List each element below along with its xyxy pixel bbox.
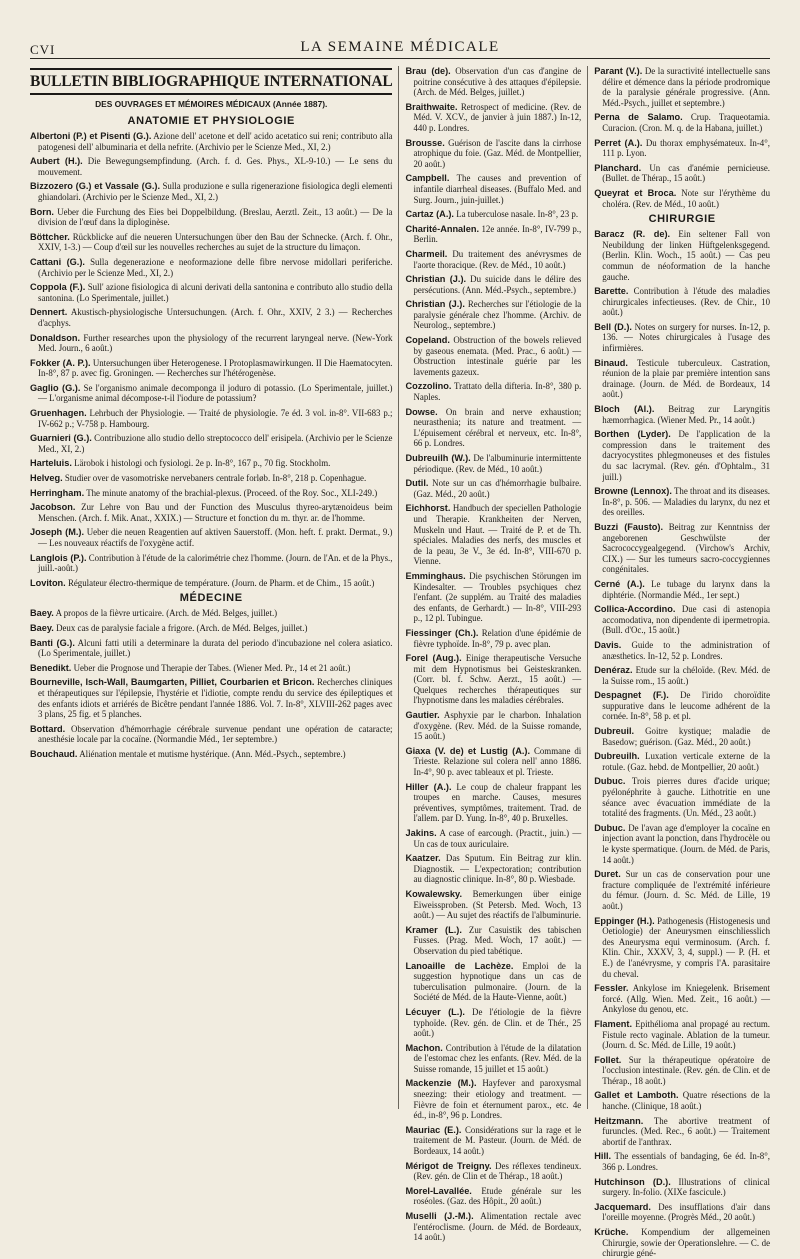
entry-author: Copeland.: [405, 335, 450, 346]
entry-text: Sull' azione fisiologica di alcuni derivati della santonina e contributo allo studio della santonina. (Lo Sperimentale, juillet.): [38, 282, 393, 303]
entry-text: Du suicide dans le délire des persécutions. (Ann. Méd.-Psych., septembre.): [413, 274, 582, 295]
bibliography-entry: [30, 502, 392, 523]
bibliography-entry: [594, 1019, 770, 1051]
entry-text: Un cas d'anémie pernicieuse. (Bullet. de Thérap., 15 août.): [602, 162, 771, 184]
entry-author: Dennert.: [30, 307, 68, 318]
column-1: [30, 66, 392, 1109]
entry-text: De l'application de la compression dans le traitement des dacryocystites phlegmoneuses et des fistules du sac lacrymal. (Rev. gén. d'Ophtalm., 31 juill.): [602, 429, 771, 482]
entry-text: A case of earcough. (Practit., juin.) — Un cas de toux auriculaire.: [413, 828, 582, 849]
entry-text: Akustisch-physiologische Untersuchungen. (Arch. f. Ohr., XXIV, 2 3.) — Recherches d'acphys.: [38, 307, 393, 328]
entry-text: The abortive treatment of furuncles. (Med. Rec., 6 août.) — Traitement abortif de l'anthrax.: [602, 1115, 771, 1147]
entry-text: Luxation verticale externe de la rotule. (Gaz. hebd. de Montpellier, 20 août.): [602, 751, 771, 772]
entry-author: Collica-Accordino.: [594, 604, 676, 615]
entry-author: Mackenzie (M.).: [405, 1078, 477, 1089]
bibliography-entry: [405, 1007, 581, 1039]
column-2-body: [405, 66, 581, 1243]
entry-author: Kaatzer.: [405, 853, 441, 864]
bibliography-entry: [594, 404, 770, 425]
bibliography-entry: [30, 638, 392, 659]
bibliography-entry: [405, 628, 581, 649]
entry-author: Queyrat et Broca.: [594, 187, 677, 198]
running-head: [30, 38, 770, 59]
entry-text: Le coup de chaleur frappant les troupes en marche. Causes, mesures préventives, symptômes, traitement. Trad. de l'allem. par D. Yung. In-8°, 40 p. Bruxelles.: [413, 781, 582, 824]
entry-author: Baey.: [30, 608, 54, 619]
bibliography-entry: [594, 1151, 770, 1172]
bibliography-entry: [30, 383, 392, 404]
bibliography-entry: [405, 173, 581, 205]
bibliography-entry: [30, 156, 392, 177]
entry-text: Etude sur la chéloïde. (Rev. Méd. de la Suisse rom., 15 août.): [602, 665, 771, 686]
entry-author: Eichhorst.: [405, 503, 451, 514]
entry-author: Hutchinson (D.).: [594, 1176, 671, 1187]
entry-text: Contribution à l'étude de la dilatation de l'estomac chez les enfants. (Rev. Méd. de la Suisse romande, 15 juillet et 15 août.): [413, 1042, 582, 1074]
entry-author: Charité-Annalen.: [405, 223, 479, 234]
entry-text: Relation d'une épidémie de fièvre typhoïde. In-8°, 79 p. avec plan.: [413, 627, 582, 649]
entry-text: Note sur un cas d'hémorrhagie bulbaire. (Gaz. Méd., 20 août.): [413, 478, 582, 499]
entry-author: Gruenhagen.: [30, 408, 87, 419]
entry-text: Kompendium der allgemeinen Chirurgie, sowie der Operationslehre. — C. de chirurgie géné-: [602, 1227, 771, 1259]
bibliography-entry: [405, 925, 581, 957]
entry-author: Albertoni (P.) et Pisenti (G.).: [30, 131, 152, 141]
entry-author: Flament.: [594, 1018, 633, 1029]
entry-author: Machon.: [405, 1042, 443, 1053]
entry-author: Hill.: [594, 1151, 612, 1162]
entry-text: Se l'organismo animale decomponga il joduro di potassio. (Lo Sperimentale, juillet.) — L'organisme animal décompose-t-il l'iodure de potassium?: [38, 382, 393, 404]
entry-author: Krüche.: [594, 1227, 629, 1237]
entry-text: Des réflexes tendineux. (Rev. gén. de Clin et de Thérap., 18 août.): [413, 1160, 582, 1182]
bibliography-entry: [30, 408, 392, 429]
bibliography-entry: [405, 782, 581, 824]
entry-text: Sulla produzione e sulla rigenerazione fisiologica degli elementi ghiandolari. (Archivio per le Scienze Med., XI, 2.): [38, 181, 393, 202]
bibliography-entry: [405, 453, 581, 474]
section-heading: MÉDECINE: [179, 592, 243, 605]
entry-text: Further researches upon the physiology of the recurrent laryngeal nerve. (New-York Med. Journ., 6 août.): [38, 332, 393, 354]
bibliography-entry: [30, 282, 392, 303]
entry-text: Retrospect of medicine. (Rev. de Méd. V. XCV., de janvier à juin 1887.) In-12, 440 p. Londres.: [413, 101, 582, 133]
entry-text: Studier over de vasomotriske nervebaners centrale forløb. In-8°, 218 p. Copenhague.: [64, 473, 367, 484]
entry-text: Note sur l'érythème du choléra. (Rev. de Méd., 10 août.): [602, 187, 771, 209]
entry-author: Lanoaille de Lachèze.: [405, 960, 514, 971]
entry-author: Heitzmann.: [594, 1115, 644, 1126]
entry-text: De l'irido choroïdite suppurative dans le leucome adhérent de la cornée. In-8°, 58 p. et pl.: [602, 690, 771, 722]
entry-text: Deux cas de paralysie faciale a frigore. (Arch. de Méd. Belges, juillet.): [56, 622, 308, 633]
entry-author: Gallet et Lamboth.: [594, 1090, 679, 1101]
entry-author: Borthen (Lyder).: [594, 429, 671, 440]
entry-text: Du thorax emphysémateux. In-4°, 111 p. Lyon.: [602, 137, 771, 159]
entry-text: Lehrbuch der Physiologie. — Traité de physiologie. 7e éd. 3 vol. in-8°. VII-683 p.; IV-662 p.; V-758 p. Hambourg.: [38, 408, 393, 429]
bibliography-entry: [594, 286, 770, 318]
bibliography-entry: [30, 527, 392, 548]
entry-author: Baey.: [30, 622, 54, 633]
entry-text: Contribution à l'étude de la calorimétrie chez l'homme. (Journ. de l'An. et de la Phys., juill.-août.): [38, 552, 393, 574]
bibliography-entry: [30, 358, 392, 379]
entry-author: Herringham.: [30, 487, 85, 498]
bibliography-entry: [594, 869, 770, 911]
entry-author: Dowse.: [405, 406, 438, 417]
entry-author: Browne (Lennox).: [594, 486, 672, 497]
bibliography-entry: [405, 1161, 581, 1182]
column-2: [398, 66, 582, 1243]
entry-text: De l'albuminurie intermittente périodique. (Rev. de Méd., 10 août.): [413, 453, 582, 474]
entry-author: Bloch (Al.).: [594, 404, 655, 415]
bibliography-entry: [405, 653, 581, 706]
bibliography-entry: [594, 726, 770, 747]
bibliography-entry: [405, 249, 581, 270]
column-1-body: [30, 115, 392, 760]
entry-author: Dubuc.: [594, 776, 626, 787]
bibliography-entry: [594, 1090, 770, 1111]
entry-text: Alcuni fatti utili a determinare la durata del periodo d'incubazione nel colera asiatico. (Lo Sperimentale, juillet.): [38, 637, 393, 659]
entry-text: Asphyxie par le charbon. Inhalation d'oxygène. (Rev. Méd. de la Suisse romande, 15 août.): [413, 710, 582, 742]
entry-text: Du traitement des anévrysmes de l'aorte thoracique. (Rev. de Méd., 10 août.): [413, 248, 582, 270]
bibliography-entry: [594, 640, 770, 661]
bibliography-entry: [405, 1078, 581, 1120]
entry-author: Bizzozero (G.) et Vassale (G.).: [30, 181, 161, 192]
entry-text: Trois pierres dures d'acide urique; pyélonéphrite à gauche. Lithotritie en une séance avec évacuation immédiate de la totalité des fragments. (Un. Méd., 23 août.): [602, 776, 771, 819]
entry-author: Langlois (P.).: [30, 552, 87, 563]
bibliography-entry: [594, 604, 770, 636]
entry-author: Christian (J.).: [405, 299, 465, 310]
entry-author: Fokker (A. P.).: [30, 357, 91, 368]
entry-author: Giaxa (V. de) et Lustig (A.).: [405, 745, 531, 756]
entry-author: Benedikt.: [30, 662, 72, 673]
entry-author: Morel-Lavallée.: [405, 1185, 472, 1196]
entry-text: Recherches cliniques et thérapeutiques sur l'épilepsie, l'hystérie et l'idiotie, compte rendu du service des épileptiques et des enfants idiots et arriérés de Bicêtre pendant l'année 1886. Vol. 7. In-8°, XLVIII-262 pages avec 3 plans, 25 fig. et 5 planches.: [38, 677, 393, 720]
entry-author: Emminghaus.: [405, 570, 466, 581]
bibliography-entry: [30, 433, 392, 454]
entry-author: Buzzi (Fausto).: [594, 521, 664, 532]
bibliography-entry: [594, 522, 770, 575]
bibliography-entry: [30, 553, 392, 574]
entry-text: Contribuzione allo studio dello streptococco dell' erisipela. (Archivio per le Scienze Med., XI, 2.): [38, 433, 393, 454]
entry-author: Bouchaud.: [30, 748, 78, 759]
entry-text: Le tubage du larynx dans la diphtérie. (Normandie Méd., 1er sept.): [602, 578, 770, 600]
bibliography-entry: [30, 458, 392, 469]
column-3: [587, 66, 771, 1259]
entry-text: Observation d'hémorrhagie cérébrale survenue pendant une opération de cataracte; anesthésie locale par la cocaïne. (Normandie Méd., 1er septembre.): [38, 723, 393, 745]
bibliography-entry: [30, 131, 392, 152]
bibliography-entry: [594, 690, 770, 722]
entry-text: Lärobok i histologi och fysiologi. 2e p. In-8°, 167 p., 70 fig. Stockholm.: [74, 458, 331, 469]
bibliography-entry: [594, 163, 770, 184]
entry-author: Cozzolino.: [405, 381, 452, 392]
entry-text: Pathogenesis (Histogenesis und Oetiologie) der Aneurysmen einschliesslich des Aneurysma equi verminosum. (Arch. f. Klin. Chir., XXXV, 3, 4, suppl.) — P. (H. et E.) de l'anévrysme, y compris l'A. parasitaire du cheval.: [602, 915, 771, 979]
entry-author: Perna de Salamo.: [594, 112, 683, 123]
entry-author: Cerné (A.).: [594, 578, 645, 589]
entry-text: Testicule tuberculeux. Castration, réunion de la plaie par première intention sans drainage. (Journ. de Méd. de Bordeaux, 14 août.): [602, 357, 771, 400]
entry-text: Sur la thérapeutique opératoire de l'occlusion intestinale. (Rev. gén. de Clin. et de Thérap., 18 août.): [602, 1054, 771, 1086]
entry-text: Zur Casuistik des tabischen Fusses. (Prag. Med. Woch, 17 août.) — Observation du pied tabétique.: [413, 924, 582, 956]
bibliography-entry: [30, 232, 392, 253]
bibliography-entry: [405, 335, 581, 377]
bibliography-entry: [30, 207, 392, 228]
entry-text: Emploi de la suggestion hypnotique dans un cas de tuberculisation pulmonaire. (Journ. de la Société de Méd. de la Haute-Vienne, août.): [413, 960, 582, 1003]
entry-author: Harteluis.: [30, 458, 72, 469]
entry-text: Sur un cas de conservation pour une fracture compliquée de l'extrémité inférieure du fémur. (Journ. d. Sc. Méd. de Lille, 19 août.): [602, 869, 771, 911]
entry-author: Jakins.: [405, 828, 437, 838]
bibliography-entry: [30, 677, 392, 719]
bibliography-entry: [594, 66, 770, 108]
entry-text: Einige therapeutische Versuche mit dem Hypnotismus bei Geisteskranken. (Corr. bl. f. Schw. Aerzt., 15 août.) — Quelques recherches thérapeutiques sur l'hypnotisme dans les maladies cérébrales.: [413, 653, 582, 706]
entry-text: Notes on surgery for nurses. In-12, p. 136. — Notes chirurgicales à l'usage des infirmières.: [602, 321, 771, 354]
entry-text: Die Bewegungsempfindung. (Arch. f. d. Ges. Phys., XL-9-10.) — Le sens du mouvement.: [38, 156, 393, 177]
entry-author: Despagnet (F.).: [594, 690, 669, 701]
bibliography-entry: [30, 724, 392, 745]
entry-text: Trattato della difteria. In-8°, 380 p. Naples.: [413, 381, 582, 403]
entry-text: Commane di Trieste. Relazione sul colera nell' anno 1886. In-4°, 90 p. avec tableaux et pl. Trieste.: [413, 745, 582, 778]
bibliography-entry: [405, 961, 581, 1003]
entry-text: Obstruction of the bowels relieved by gaseous enemata. (Med. Prac., 6 août.) — Obstruction intestinale guérie par les lavements gazeux.: [413, 335, 582, 377]
bibliography-entry: [405, 138, 581, 170]
entry-author: Kramer (L.).: [405, 924, 462, 935]
entry-author: Braithwaite.: [405, 101, 458, 112]
entry-author: Dubreuilh.: [594, 751, 640, 762]
entry-author: Loviton.: [30, 577, 66, 588]
entry-author: Cartaz (A.).: [405, 209, 454, 220]
entry-text: De l'étiologie de la fièvre typhoïde. (Rev. gén. de Clin. et de Thér., 25 août.): [413, 1006, 582, 1039]
entry-text: De la suractivité intellectuelle sans délire et démence dans la période prodromique de la paralysie générale progressive. (Ann. Méd.-Psych., juillet et septembre.): [602, 66, 771, 108]
bibliography-entry: [405, 381, 581, 402]
page-number: CVI: [30, 42, 56, 57]
bulletin-subtitle: DES OUVRAGES ET MÉMOIRES MÉDICAUX (Année 1887).: [95, 99, 328, 109]
entry-text: 12e année. In-8°, IV-799 p., Berlin.: [413, 223, 582, 245]
bibliography-entry: [405, 571, 581, 624]
entry-author: Jacquemard.: [594, 1201, 651, 1212]
entry-text: Das Sputum. Ein Beitrag zur klin. Diagnostik. — L'expectoration; contribution au diagnostic clinique. In-8°, 80 p. Wiesbade.: [413, 853, 582, 885]
entry-author: Duret.: [594, 869, 621, 880]
bibliography-entry: [594, 229, 770, 282]
entry-author: Binaud.: [594, 357, 628, 368]
bibliography-entry: [594, 486, 770, 518]
entry-text: Quatre résections de la hanche. (Clinique, 18 août.): [602, 1090, 771, 1112]
entry-text: Observation d'un cas d'angine de poitrine consécutive à des attaques d'épilepsie. (Arch. de Méd. Belges, juillet.): [413, 66, 582, 98]
entry-author: Joseph (M.).: [30, 527, 85, 538]
entry-text: Alimentation rectale avec l'entéroclisme. (Journ. de Méd. de Bordeaux, 14 août.): [413, 1211, 582, 1243]
entry-author: Bourneville, Isch-Wall, Baumgarten, Pilliet, Courbarien et Bricon.: [30, 677, 315, 688]
bibliography-entry: [594, 916, 770, 980]
entry-text: On brain and nerve exhaustion; neurasthenia; its nature and treatment. — L'épuisement cérébral et nerveux, etc. In-8°, 66 p. Londres.: [413, 406, 582, 449]
bibliography-entry: [30, 663, 392, 674]
bibliography-entry: [30, 307, 392, 328]
entry-text: Epithélioma anal propagé au rectum. Fistule recto vaginale. Ablation de la tumeur. (Journ. d. Sc. Méd. de Lille, 19 août.): [602, 1018, 771, 1051]
bibliography-entry: [594, 138, 770, 159]
bibliography-entry: [594, 358, 770, 400]
bibliography-entry: [405, 853, 581, 885]
entry-author: Davis.: [594, 639, 622, 650]
entry-text: Beitrag zur Kenntniss der angeborenen Geschwülste der Sacrococcygealgegend. (Virchow's Archiv, CIX.) — Sur les tumeurs sacro-coccygiennes congénitales.: [602, 521, 771, 575]
entry-text: Régulateur électro-thermique de température. (Journ. de Pharm. et de Chim., 15 août.): [67, 577, 375, 588]
bibliography-entry: [594, 1202, 770, 1223]
entry-author: Donaldson.: [30, 332, 81, 343]
entry-author: Fiessinger (Ch.).: [405, 627, 479, 638]
entry-author: Bell (D.).: [594, 321, 632, 332]
entry-text: Beitrag zur Laryngitis hæmorrhagica. (Wiener Med. Pr., 14 août.): [602, 404, 771, 425]
bibliography-entry: [30, 257, 392, 278]
bibliography-entry: [594, 429, 770, 482]
bibliography-entry: [594, 1116, 770, 1148]
entry-author: Dubreuilh (W.).: [405, 453, 471, 463]
entry-author: Dutil.: [405, 478, 429, 489]
bibliography-entry: [594, 823, 770, 865]
entry-text: Handbuch der speciellen Pathologie und Therapie. Krankheiten der Nerven, Muskeln und Haut. — Traité de P. et de Th. spéciales. Maladies des nerfs, des muscles et de la peau, 3e V., 3e éd. In-8°, VIII-670 p. Vienne.: [413, 503, 582, 567]
entry-author: Jacobson.: [30, 502, 76, 513]
entry-author: Parant (V.).: [594, 66, 643, 76]
bibliography-entry: [405, 478, 581, 499]
bibliography-entry: [30, 488, 392, 499]
bibliography-entry: [405, 299, 581, 331]
bibliography-entry: [594, 751, 770, 772]
bibliography-entry: [30, 623, 392, 634]
bibliography-entry: [405, 209, 581, 220]
bulletin-title: BULLETIN BIBLIOGRAPHIQUE INTERNATIONAL: [30, 68, 392, 95]
bibliography-entry: [30, 608, 392, 619]
entry-text: Bemerkungen über einige Eiweissproben. (St Petersb. Med. Woch, 13 août.) — Au sujet des réactifs de l'albuminurie.: [413, 888, 582, 921]
entry-text: Die psychischen Störungen im Kindesalter. — Troubles psychiques chez l'enfant. (2e supplém. au Traité des maladies des enfants, de Gerhardt.) — In-8°, VIII-293 p., 12 pl. Tubingue.: [413, 570, 582, 624]
entry-author: Eppinger (H.).: [594, 915, 655, 926]
entry-text: Goitre kystique; maladie de Basedow; guérison. (Gaz. Méd., 20 août.): [602, 726, 771, 747]
bibliography-entry: [405, 224, 581, 245]
entry-author: Mérigot de Treigny.: [405, 1160, 492, 1171]
bibliography-entry: [405, 746, 581, 778]
bibliography-entry: [594, 776, 770, 818]
bibliography-entry: [405, 710, 581, 742]
entry-text: The throat and its diseases. In-8°, p. 506. — Maladies du larynx, du nez et des oreilles.: [602, 486, 771, 518]
entry-text: Illustrations of clinical surgery. In-folio. (XIXe fascicule.): [602, 1176, 770, 1198]
entry-text: Azione dell' acetone et dell' acido acetatico sui reni; contributo alla patogenesi dell' albuminaria et della nefrite. (Archivio per le Scienze Med., XI, 2.): [38, 131, 393, 152]
bibliography-entry: [594, 1055, 770, 1087]
entry-author: Baracz (R. de).: [594, 229, 671, 240]
entry-text: Etude générale sur les roséoles. (Gaz. des Hôpit., 20 août.): [413, 1185, 582, 1207]
entry-author: Follet.: [594, 1054, 622, 1065]
bibliography-entry: [405, 66, 581, 98]
entry-text: Zur Lehre von Bau und der Function des Musculus thyreo-arytænoideus beim Menschen. (Arch. f. Mik. Anat., XXIX.) — Structure et fonction du m. thyr. ar. de l'homme.: [38, 502, 393, 523]
bibliography-entry: [594, 983, 770, 1015]
entry-author: Bottard.: [30, 723, 66, 734]
bibliography-entry: [405, 1186, 581, 1207]
bibliography-entry: [405, 503, 581, 567]
bibliography-entry: [30, 473, 392, 484]
entry-author: Gautier.: [405, 710, 440, 721]
entry-author: Dubuc.: [594, 822, 626, 833]
entry-text: Rückblicke auf die neueren Untersuchungen über den Bau der Schnecke. (Arch. f. Ohr., XXIV, 1-3.) — Coup d'œil sur les nouvelles recherches au sujet de la structure du limaçon.: [38, 231, 393, 253]
entry-text: De l'avan age d'employer la cocaïne en injection avant la ponction, dans l'hydrocèle ou le kyste spermatique. (Journ. de Méd. de Paris, 14 août.): [602, 822, 771, 865]
section-heading: ANATOMIE ET PHYSIOLOGIE: [127, 115, 295, 127]
entry-author: Denéraz.: [594, 665, 633, 676]
entry-text: Ueber die Furchung des Eies bei Doppelbildung. (Breslau, Aerztl. Zeit., 13 août.) — De la division de l'œuf dans la diploginèse.: [38, 206, 393, 228]
bibliography-entry: [594, 112, 770, 133]
entry-text: Sulla degenerazione e neoformazione delle fibre nervose midollari periferiche. (Archivio per le Scienze Med., XI, 2.): [38, 256, 393, 278]
bibliography-entry: [594, 665, 770, 686]
section-heading: CHIRURGIE: [648, 213, 716, 226]
entry-author: Helveg.: [30, 473, 63, 484]
entry-text: Recherches sur l'étiologie de la paralysie générale chez l'homme. (Archiv. de Neurolog., septembre.): [413, 299, 582, 331]
entry-author: Muselli (J.-M.).: [405, 1211, 474, 1221]
entry-text: Ueber die neuen Reagentien auf aktiven Sauerstoff. (Mon. heft. f. prakt. Dermat., 9.) — Les nouveaux réactifs de l'oxygène actif.: [38, 527, 393, 548]
bibliography-entry: [594, 322, 770, 354]
bibliography-entry: [594, 1227, 770, 1259]
entry-author: Charmeil.: [405, 248, 448, 259]
entry-text: La tuberculose nasale. In-8°, 23 p.: [456, 209, 579, 220]
bibliography-entry: [405, 274, 581, 295]
entry-author: Cattani (G.).: [30, 256, 85, 267]
entry-author: Perret (A.).: [594, 137, 643, 148]
entry-text: Guide to the administration of anæsthetics. In-12, 52 p. Londres.: [602, 639, 771, 661]
bibliography-entry: [405, 407, 581, 449]
entry-text: Guérison de l'ascite dans la cirrhose atrophique du foie. (Gaz. Méd. de Montpellier, 20 août.): [413, 137, 582, 169]
entry-text: Hayfever and paroxysmal sneezing: their etiology and treatment. — Fièvre de foin et éternument parox., etc. 4e éd., in-8°, 96 p. Londres.: [413, 1078, 582, 1121]
entry-author: Brousse.: [405, 137, 445, 148]
column-3-body: [594, 66, 770, 1259]
entry-text: Aliénation mentale et mutisme hystérique. (Ann. Méd.-Psych., septembre.): [79, 748, 346, 759]
entry-author: Fessler.: [594, 983, 629, 994]
journal-title: LA SEMAINE MÉDICALE: [300, 39, 500, 55]
entry-author: Mauriac (E.).: [405, 1124, 462, 1135]
bibliography-entry: [405, 1043, 581, 1075]
bibliography-entry: [405, 1211, 581, 1243]
entry-text: Ankylose im Kniegelenk. Brisement forcé. (Allg. Wien. Med. Zeit., 16 août.) — Ankylose du genou, etc.: [602, 983, 771, 1015]
entry-text: The essentials of bandaging, 6e éd. In-8°, 366 p. Londres.: [602, 1151, 771, 1173]
entry-author: Campbell.: [405, 173, 450, 184]
entry-author: Lécuyer (L.).: [405, 1006, 465, 1017]
bibliography-entry: [405, 889, 581, 921]
entry-author: Kowalewsky.: [405, 888, 462, 899]
bibliography-entry: [30, 181, 392, 202]
columns: [30, 66, 771, 1259]
bibliography-entry: [30, 749, 392, 760]
entry-text: Ueber die Prognose und Therapie der Tabes. (Wiener Med. Pr., 14 et 21 août.): [73, 662, 351, 673]
entry-author: Banti (G.).: [30, 637, 75, 648]
entry-author: Coppola (F.).: [30, 282, 86, 293]
entry-text: Due casi di astenopia accomodativa, non dipendente di ipermetropia. (Bull. d'Oc., 15 août.): [602, 604, 771, 636]
entry-author: Hiller (A.).: [405, 781, 452, 792]
entry-author: Guarnieri (G.).: [30, 433, 92, 444]
entry-author: Gaglio (G.).: [30, 382, 81, 393]
entry-author: Planchard.: [594, 162, 642, 173]
entry-text: Contribution à l'étude des maladies chirurgicales infectieuses. (Rev. de Chir., 10 août.): [602, 286, 771, 318]
entry-text: A propos de la fièvre urticaire. (Arch. de Méd. Belges, juillet.): [55, 608, 278, 619]
entry-author: Dubreuil.: [594, 726, 635, 737]
entry-text: The minute anatomy of the brachial-plexus. (Proceed. of the Roy. Soc., XLI-249.): [86, 487, 378, 498]
bibliography-entry: [405, 1125, 581, 1157]
entry-text: Untersuchungen über Heterogenese. I Protoplasmawirkungen. II Die Haematocyten. In-8°, 87 p. avec fig. Groningen. — Recherches sur l'hétérogenèse.: [38, 357, 393, 379]
entry-author: Brau (de).: [405, 66, 451, 76]
bibliography-entry: [405, 102, 581, 134]
entry-text: Des insufflations d'air dans l'oreille moyenne. (Progrès Méd., 20 août.): [602, 1201, 771, 1223]
bibliography-entry: [594, 1177, 770, 1198]
entry-author: Barette.: [594, 286, 629, 297]
entry-author: Born.: [30, 206, 54, 217]
entry-author: Christian (J.).: [405, 274, 467, 285]
bibliography-entry: [594, 188, 770, 209]
entry-text: Ein seltener Fall von Neubildung der linken Hüftgelenksgegend. (Berlin. Klin. Woch., 15 août.) — Cas peu commun de néoformation de la hanche gauche.: [602, 229, 771, 282]
bibliography-entry: [594, 579, 770, 600]
entry-author: Böttcher.: [30, 231, 70, 242]
bibliography-entry: [30, 578, 392, 589]
bibliography-entry: [30, 333, 392, 354]
entry-author: Aubert (H.).: [30, 156, 83, 167]
entry-text: Crup. Traqueotamia. Curacion. (Cron. M. q. de la Habana, juillet.): [602, 112, 771, 133]
entry-author: Forel (Aug.).: [405, 653, 462, 664]
entry-text: The causes and prevention of infantile diarrheal diseases. (Buffalo Med. and Surg. Journ., juin-juillet.): [413, 173, 582, 205]
entry-text: Considérations sur la rage et le traitement de M. Pasteur. (Journ. de Méd. de Bordeaux, 14 août.): [413, 1124, 582, 1157]
bibliography-entry: [405, 828, 581, 849]
